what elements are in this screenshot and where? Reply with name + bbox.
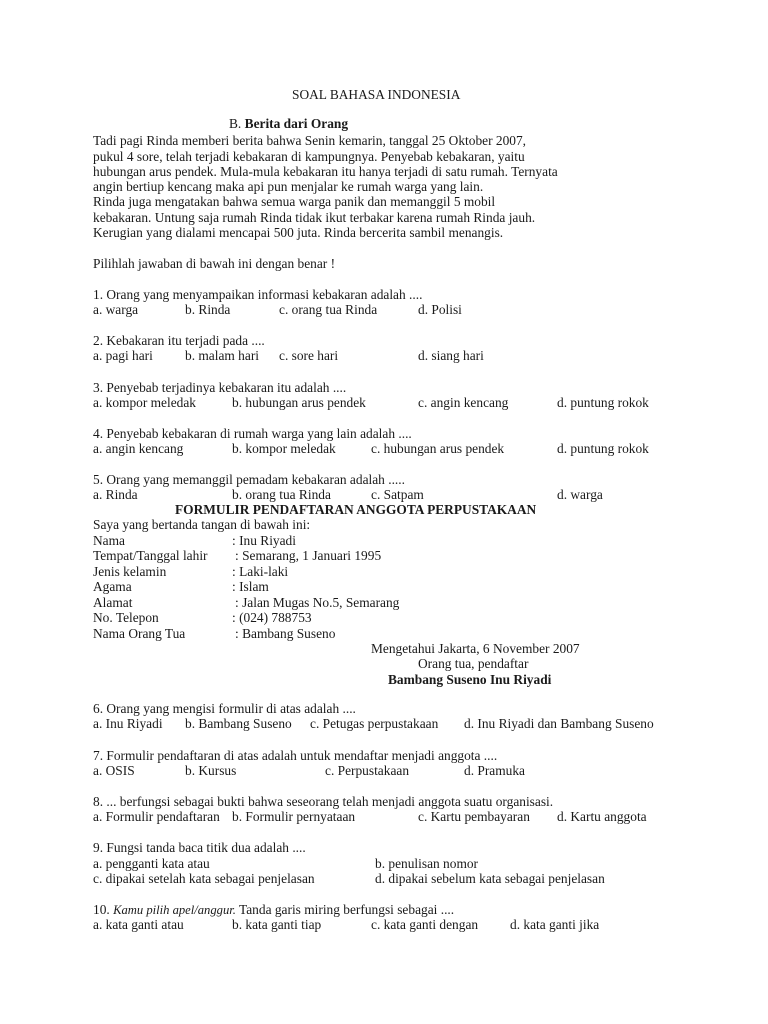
question-text: 9. Fungsi tanda baca titik dua adalah .... bbox=[93, 840, 306, 855]
signature-names: Bambang Suseno Inu Riyadi bbox=[388, 672, 552, 687]
story-line: Tadi pagi Rinda memberi berita bahwa Senin kemarin, tanggal 25 Oktober 2007, bbox=[93, 133, 527, 148]
answer-option: d. Polisi bbox=[418, 302, 462, 317]
answer-option: c. orang tua Rinda bbox=[279, 302, 378, 317]
form-intro: Saya yang bertanda tangan di bawah ini: bbox=[93, 517, 311, 532]
form-field-label: Agama bbox=[93, 579, 132, 594]
answer-option: b. Formulir pernyataan bbox=[232, 809, 356, 824]
section-title: Berita dari Orang bbox=[244, 116, 349, 131]
answer-option: d. kata ganti jika bbox=[510, 917, 600, 932]
answer-option: a. pengganti kata atau bbox=[93, 856, 210, 871]
answer-option: b. orang tua Rinda bbox=[232, 487, 331, 502]
form-field-value: : Semarang, 1 Januari 1995 bbox=[235, 548, 382, 563]
answer-option: a. kata ganti atau bbox=[93, 917, 184, 932]
story-line: pukul 4 sore, telah terjadi kebakaran di kampungnya. Penyebab kebakaran, yaitu bbox=[93, 149, 525, 164]
answer-option: b. kompor meledak bbox=[232, 441, 336, 456]
form-field-label: Nama Orang Tua bbox=[93, 626, 186, 641]
question-text: 1. Orang yang menyampaikan informasi kebakaran adalah .... bbox=[93, 287, 423, 302]
answer-option: d. Inu Riyadi dan Bambang Suseno bbox=[464, 716, 654, 731]
question-text: 4. Penyebab kebakaran di rumah warga yang lain adalah .... bbox=[93, 426, 412, 441]
answer-option: b. penulisan nomor bbox=[375, 856, 479, 871]
answer-option: b. hubungan arus pendek bbox=[232, 395, 366, 410]
question-text: 2. Kebakaran itu terjadi pada .... bbox=[93, 333, 265, 348]
answer-option: b. Rinda bbox=[185, 302, 231, 317]
page-title: SOAL BAHASA INDONESIA bbox=[292, 87, 461, 102]
answer-option: b. Bambang Suseno bbox=[185, 716, 292, 731]
answer-option: d. puntung rokok bbox=[557, 441, 649, 456]
answer-option: c. Perpustakaan bbox=[325, 763, 410, 778]
answer-option: a. warga bbox=[93, 302, 139, 317]
answer-option: a. angin kencang bbox=[93, 441, 184, 456]
story-line: Rinda juga mengatakan bahwa semua warga panik dan memanggil 5 mobil bbox=[93, 194, 496, 209]
answer-option: d. dipakai sebelum kata sebagai penjelasan bbox=[375, 871, 605, 886]
answer-option: a. Inu Riyadi bbox=[93, 716, 163, 731]
question-text: 5. Orang yang memanggil pemadam kebakaran adalah ..... bbox=[93, 472, 405, 487]
question-text: 6. Orang yang mengisi formulir di atas adalah .... bbox=[93, 701, 356, 716]
question-text: 7. Formulir pendaftaran di atas adalah untuk mendaftar menjadi anggota .... bbox=[93, 748, 498, 763]
form-field-value: : Laki-laki bbox=[232, 564, 289, 579]
answer-option: c. Satpam bbox=[371, 487, 424, 502]
answer-option: d. warga bbox=[557, 487, 603, 502]
signature-role: Orang tua, pendaftar bbox=[418, 656, 529, 671]
answer-option: a. kompor meledak bbox=[93, 395, 196, 410]
answer-option: b. kata ganti tiap bbox=[232, 917, 322, 932]
story-line: kebakaran. Untung saja rumah Rinda tidak ikut terbakar karena rumah Rinda jauh. bbox=[93, 210, 536, 225]
story-line: Kerugian yang dialami mencapai 500 juta. Rinda bercerita sambil menangis. bbox=[93, 225, 504, 240]
instruction: Pilihlah jawaban di bawah ini dengan benar ! bbox=[93, 256, 336, 271]
answer-option: a. Rinda bbox=[93, 487, 138, 502]
form-field-value: : Islam bbox=[232, 579, 269, 594]
question-example: Kamu pilih apel/anggur. bbox=[113, 903, 236, 917]
answer-option: a. pagi hari bbox=[93, 348, 153, 363]
answer-option: c. kata ganti dengan bbox=[371, 917, 479, 932]
answer-option: b. malam hari bbox=[185, 348, 259, 363]
form-field-value: : (024) 788753 bbox=[232, 610, 312, 625]
question-number: 10. bbox=[93, 902, 114, 917]
answer-option: d. Kartu anggota bbox=[557, 809, 647, 824]
story-line: angin bertiup kencang maka api pun menjalar ke rumah warga yang lain. bbox=[93, 179, 484, 194]
story-line: hubungan arus pendek. Mula-mula kebakaran itu hanya terjadi di satu rumah. Ternyata bbox=[93, 164, 558, 179]
answer-option: a. Formulir pendaftaran bbox=[93, 809, 220, 824]
form-field-value: : Bambang Suseno bbox=[235, 626, 336, 641]
form-field-label: Alamat bbox=[93, 595, 133, 610]
answer-option: d. siang hari bbox=[418, 348, 484, 363]
answer-option: d. puntung rokok bbox=[557, 395, 649, 410]
answer-option: c. sore hari bbox=[279, 348, 339, 363]
form-title: FORMULIR PENDAFTARAN ANGGOTA PERPUSTAKAAN bbox=[175, 502, 537, 517]
question-rest: Tanda garis miring berfungsi sebagai .... bbox=[235, 902, 455, 917]
answer-option: c. hubungan arus pendek bbox=[371, 441, 505, 456]
answer-option: c. Kartu pembayaran bbox=[418, 809, 530, 824]
signature-place-date: Mengetahui Jakarta, 6 November 2007 bbox=[371, 641, 580, 656]
question-text bbox=[93, 902, 454, 918]
question-text: 8. ... berfungsi sebagai bukti bahwa seseorang telah menjadi anggota suatu organisasi. bbox=[93, 794, 554, 809]
form-field-value: : Inu Riyadi bbox=[232, 533, 296, 548]
question-text: 3. Penyebab terjadinya kebakaran itu adalah .... bbox=[93, 380, 347, 395]
answer-option: d. Pramuka bbox=[464, 763, 525, 778]
form-field-label: No. Telepon bbox=[93, 610, 159, 625]
form-field-label: Jenis kelamin bbox=[93, 564, 167, 579]
answer-option: b. Kursus bbox=[185, 763, 237, 778]
section-heading bbox=[229, 116, 348, 131]
answer-option: c. angin kencang bbox=[418, 395, 509, 410]
form-field-label: Nama bbox=[93, 533, 125, 548]
answer-option: c. dipakai setelah kata sebagai penjelasan bbox=[93, 871, 315, 886]
form-field-value: : Jalan Mugas No.5, Semarang bbox=[235, 595, 400, 610]
form-field-label: Tempat/Tanggal lahir bbox=[93, 548, 208, 563]
answer-option: a. OSIS bbox=[93, 763, 135, 778]
answer-option: c. Petugas perpustakaan bbox=[310, 716, 439, 731]
section-prefix: B. bbox=[229, 116, 245, 131]
